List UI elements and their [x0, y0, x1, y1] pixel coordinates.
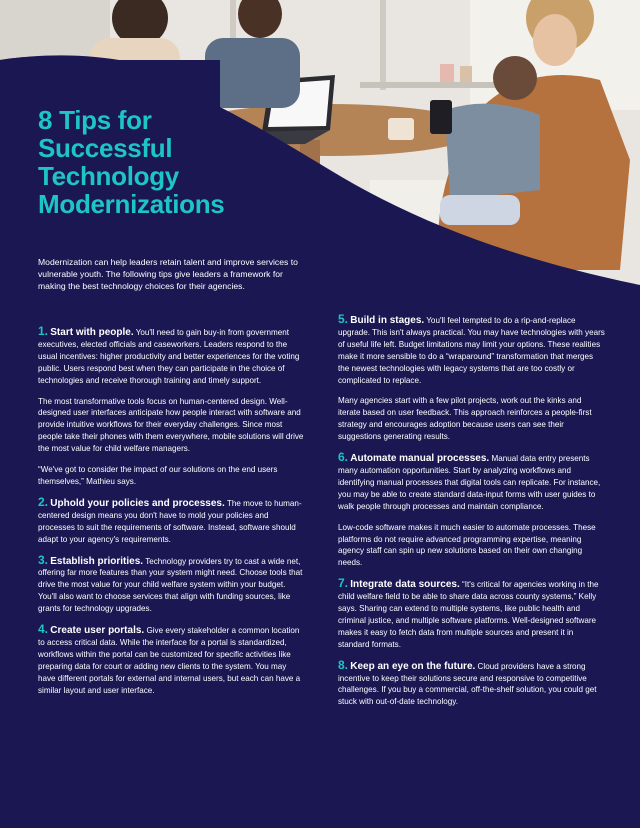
title-line: Successful — [38, 133, 173, 163]
tip-paragraph — [338, 314, 606, 386]
page-title — [38, 106, 298, 218]
tip-heading: Create user portals. — [50, 625, 145, 637]
tip-heading: Keep an eye on the future. — [350, 660, 476, 672]
tip-paragraph: “We've got to consider the impact of our solutions on the end users themselves,” Mathieu says. — [38, 465, 278, 486]
intro-paragraph: Modernization can help leaders retain talent and improve services to vulnerable youth. The following tips give leaders a framework for making the best technology choices for their agencies. — [38, 257, 298, 291]
tip-paragraph — [38, 624, 306, 696]
tip-number: 6. — [338, 450, 349, 465]
tip-number: 2. — [38, 494, 49, 509]
tip-heading: Automate manual processes. — [350, 453, 490, 465]
tip-number: 3. — [38, 552, 49, 567]
tip-3 — [38, 552, 306, 616]
tip-1 — [38, 326, 306, 488]
tip-4 — [38, 624, 306, 696]
title-line: 8 Tips for — [38, 105, 152, 135]
tip-paragraph — [338, 452, 606, 513]
tip-heading: Establish priorities. — [50, 555, 144, 567]
left-column — [38, 326, 306, 705]
tip-2 — [38, 494, 306, 546]
tip-text: You'll need to gain buy-in from government executives, elected officials and caseworkers. Leaders respond to the usual incentives: higher productivity and better experiences for the voting public. Users respond best when they can participate in the choice of technologies and receive thorough training and timely support. — [38, 328, 300, 385]
tip-8 — [338, 657, 606, 709]
tip-6 — [338, 452, 606, 569]
tip-paragraph — [38, 494, 306, 546]
tip-paragraph: Many agencies start with a few pilot projects, work out the kinks and iterate based on user feedback. This approach reinforces a people-first strategy and encourages adoption because users can see their suggestions generating results. — [338, 396, 592, 442]
tip-text: Manual data entry presents many automation opportunities. Start by analyzing workflows and identifying manual processes that digital tools can replicate. For instance, you may be able to create standard data-input forms with user guides to walk people through processes and maintain compliance. — [338, 454, 601, 511]
tip-paragraph: The most transformative tools focus on human-centered design. Well-designed user interfaces anticipate how people interact with software and provide intuitive workflows for their everyday challenges. Since most people take their phones with them everywhere, mobile solutions will drive the most value for child welfare managers. — [38, 396, 304, 454]
tip-paragraph — [38, 326, 306, 387]
tip-paragraph — [338, 657, 606, 709]
tip-text: You'll feel tempted to do a rip-and-replace upgrade. This isn't always practical. You may have technologies with years of useful life left. Budget limitations may limit your options. These realities make it more sensible to do a “wraparound” transformation that merges the newest technologies with legacy systems that are too costly or complicated to replace. — [338, 316, 605, 385]
tip-heading: Start with people. — [50, 327, 134, 338]
tip-text: Give every stakeholder a common location to access critical data. While the interface for a portal is standardized, workflows within the portal can be customized for specific activities like preparing data for court or adding new clients to the system. You may have different portals for external and internal users, but each can have a similar layout and user interface. — [38, 626, 301, 695]
tip-heading: Build in stages. — [350, 315, 425, 326]
tip-paragraph — [338, 578, 606, 650]
tip-5 — [338, 314, 606, 443]
tip-heading: Integrate data sources. — [350, 579, 460, 591]
tip-text: “It's critical for agencies working in the child welfare field to be able to share data across county systems,” Kelly says. Sharing can extend to multiple systems, like public health and criminal justice, and multiple software platforms. Well-designed software makes it easy to fetch data from multiple sources and present it in standard formats. — [338, 580, 599, 649]
tip-paragraph: Low-code software makes it much easier to automate processes. These platforms do not require advanced programming expertise, meaning agency staff can spin up new solutions based on their own changing needs. — [338, 522, 596, 568]
tip-number: 1. — [38, 324, 49, 338]
tip-text: The move to human-centered design means you don't have to mold your policies and processes to suit the requirements of software. Instead, software should adapt to your agency's requirements. — [38, 498, 302, 544]
tip-text: Technology providers try to cast a wide net, offering far more features than your system might need. Choose tools that drive the most value for your child welfare system within your budget. You'll also want to choose services that align with funding sources, like grants for technology upgrades. — [38, 556, 303, 614]
tip-number: 5. — [338, 312, 349, 326]
title-line: Modernizations — [38, 189, 225, 219]
tip-number: 8. — [338, 657, 349, 672]
title-line: Technology — [38, 161, 179, 191]
tip-heading: Uphold your policies and processes. — [50, 497, 225, 509]
right-column — [338, 314, 606, 717]
tip-text: Cloud providers have a strong incentive to keep their solutions secure and responsive to competitive challenges. If you buy a commercial, off-the-shelf solution, you could get stuck with out-of-date technology. — [338, 661, 597, 707]
tip-number: 7. — [338, 576, 349, 591]
tip-paragraph — [38, 552, 306, 616]
tip-number: 4. — [38, 622, 49, 637]
tip-7 — [338, 578, 606, 650]
